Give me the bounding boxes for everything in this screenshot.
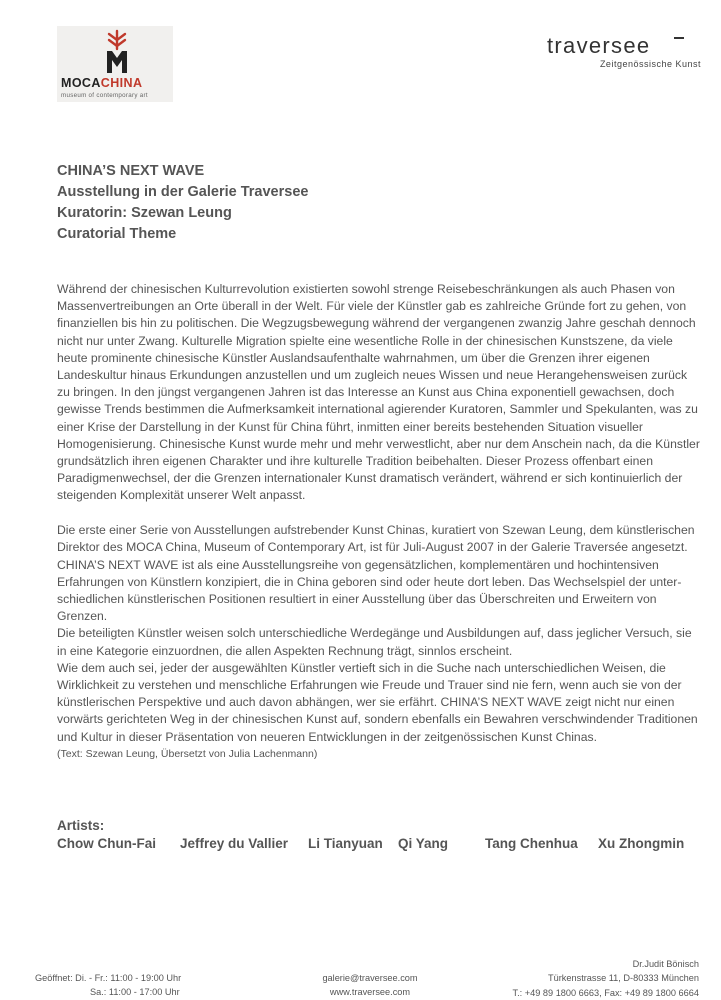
moca-china-logo bbox=[57, 26, 173, 102]
hours-weekday: Geöffnet: Di. - Fr.: 11:00 - 19:00 Uhr bbox=[35, 973, 182, 983]
moca-tagline: museum of contemporary art bbox=[61, 92, 148, 99]
contact-web bbox=[250, 971, 490, 1000]
website-link[interactable]: www.traversee.com bbox=[329, 987, 411, 998]
paragraph: Die erste einer Serie von Ausstellungen aufstrebender Kunst Chinas, kuratiert von Szewan Leung, dem künstlerischen Direktor des MOCA China, Museum of Contemporary Art, ist für Juli-August 2007 in der Galerie Traversée angesetzt. CHINA’S NEXT WAVE ist als eine Ausstellungsreihe von gegensätzlichen, komplementären und hochintensiven Erfahrungen von Künstlern konzipiert, die in China geboren sind oder heute dort leben. Das Wechselspiel der unter-schiedlichen künstlerischen Positionen resultiert in einer Ausstellung über das Überschreiten und Erweitern von Grenzen. bbox=[57, 523, 695, 624]
street-address: Türkenstrasse 11, D-80333 München bbox=[548, 973, 699, 984]
contact-name: Dr.Judit Bönisch bbox=[632, 959, 699, 969]
traversee-subtitle: Zeitgenössische Kunst bbox=[599, 59, 701, 69]
artist-name: Chow Chun-Fai bbox=[57, 836, 156, 851]
paragraph: Wie dem auch sei, jeder der ausgewählten Künstler vertieft sich in die Suche nach unterschiedlichen Weisen, die Wirklichkeit zu verstehen und menschliche Erfahrungen wie Freude und Trauer sind nie fern, wenn auch sie von der künstlerischen Perspektive und auch davon abhängen, wer sie erfährt. CHINA’S NEXT WAVE zeigt nicht nur einen vorwärts gerichteten Weg in der chinesischen Kunst auf, sondern ebenfalls ein Bewahren verschwindender Traditionen und Kultur in dieser Präsentation von neueren Entwicklungen in der zeitgenössischen Kunst Chinas. bbox=[57, 660, 698, 744]
artist-name: Jeffrey du Vallier bbox=[180, 836, 289, 851]
traversee-accent-icon bbox=[674, 37, 684, 39]
traversee-wordmark: traversee bbox=[547, 33, 651, 58]
curatorial-text bbox=[57, 281, 703, 762]
paragraph: Während der chinesischen Kulturrevolution existierten sowohl strenge Reisebeschränkungen als auch Phasen von Massenvertreibungen an Orte überall in der Welt. Für viele der Künstler gab es zahlreiche Gründe fort zu gehen, von finanziellen bis hin zu politischen. Die Wegzugsbewegung während der vergangenen zwanzig Jahre geschah dennoch nicht nur unter Zwang. Kulturelle Migration spielte eine wesentliche Rolle in der chinesischen Kunstszene, da viele heute prominente chinesische Künstler Auslandsaufenthalte wahrnahmen, um über die Grenzen ihrer eigenen Landeskultur hinaus Erkundungen anzustellen und um zugleich neues Wissen und neue Herangehensweisen zurück zu bringen. In den jüngst vergangenen Jahren ist das Interesse an Kunst aus China exponentiell gewachsen, doch gewisse Trends bestimmen die Aufmerksamkeit international agierender Kuratoren, Sammler und Spekulanten, was zu einer Krise der Darstellung in der Kunst für China führt, inmitten einer bereits bestehenden Situation visueller Homogenisierung. Chinesische Kunst wurde mehr und mehr verwestlicht, aber nur dem Anschein nach, da die Künstler grundsätzlich ihren eigenen Charakter und ihre kulturelle Tradition beibehalten. Dieser Prozess offenbart einen Paradigmenwechsel, der die Grenzen internationaler Kunst dramatisch verändert, während er sich kontinuierlich der steigenden Komplexität unserer Welt anpasst. bbox=[57, 282, 700, 503]
translation-note: (Text: Szewan Leung, Übersetzt von Julia Lachenmann) bbox=[57, 747, 318, 760]
exhibition-curator: Kuratorin: Szewan Leung bbox=[57, 205, 232, 221]
paragraph: Die beteiligten Künstler weisen solch unterschiedliche Werdegänge und Ausbildungen auf, dass jeglicher Versuch, sie in eine Kategorie einzuordnen, die allen Aspekten Rechnung trägt, sinnlos erscheint. bbox=[57, 626, 692, 658]
phone-fax: T.: +49 89 1800 6663, Fax: +49 89 1800 6664 bbox=[512, 987, 699, 998]
exhibition-heading bbox=[57, 161, 308, 245]
exhibition-venue: Ausstellung in der Galerie Traversee bbox=[57, 184, 309, 200]
moca-wordmark: MOCACHINA bbox=[61, 76, 143, 90]
email-link[interactable]: galerie@traversee.com bbox=[322, 973, 418, 983]
exhibition-title: CHINA’S NEXT WAVE bbox=[57, 163, 205, 179]
traversee-logo bbox=[547, 33, 701, 69]
exhibition-subtitle: Curatorial Theme bbox=[57, 226, 177, 242]
artist-name: Qi Yang bbox=[398, 836, 449, 851]
gallery-address bbox=[513, 957, 699, 1000]
artists-label: Artists: bbox=[57, 818, 105, 833]
opening-hours bbox=[35, 971, 185, 1000]
artist-name: Tang Chenhua bbox=[485, 836, 578, 851]
artist-name: Li Tianyuan bbox=[308, 836, 383, 851]
moca-emblem-icon bbox=[105, 29, 129, 75]
artist-name: Xu Zhongmin bbox=[598, 836, 685, 851]
hours-saturday: Sa.: 11:00 - 17:00 Uhr bbox=[90, 987, 180, 998]
